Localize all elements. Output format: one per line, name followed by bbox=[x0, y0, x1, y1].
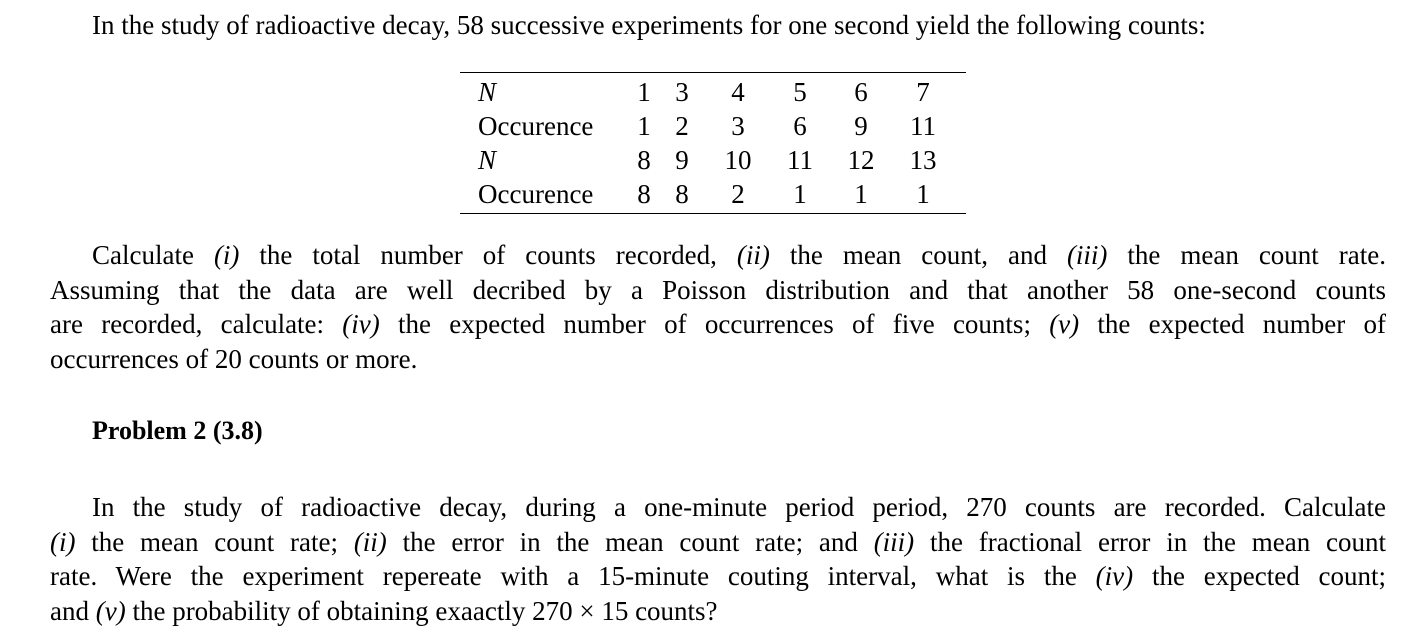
q2-line-2 bbox=[50, 525, 1386, 560]
table-cell: 9 bbox=[675, 145, 689, 175]
table-row bbox=[460, 177, 966, 214]
part-iv-label: (iv) bbox=[1095, 561, 1134, 591]
table-cell: 12 bbox=[847, 145, 875, 175]
table-cell: 13 bbox=[909, 145, 937, 175]
table-row bbox=[460, 143, 966, 177]
part-iv-label: (iv) bbox=[342, 309, 380, 339]
q1-text: the mean count rate. bbox=[1107, 240, 1386, 270]
table-cell: 8 bbox=[637, 145, 651, 175]
q2-text: the mean count rate; bbox=[75, 526, 354, 557]
q2-line-3 bbox=[50, 559, 1386, 594]
part-ii-label: (ii) bbox=[353, 526, 387, 557]
part-iii-label: (iii) bbox=[1066, 240, 1108, 270]
table-cell: 7 bbox=[916, 77, 930, 107]
q2-text: the expected count; bbox=[1133, 561, 1386, 591]
q1-line-2: Assuming that the data are well decribed by a Poisson distribution and that another 58 one-second counts bbox=[50, 274, 1386, 305]
q2-text: rate. Were the experiment repereate with a 15-minute couting interval, what is the bbox=[50, 561, 1096, 591]
problem-2-question bbox=[50, 490, 1386, 628]
q2-text: the probability of obtaining exaactly 270 × 15 counts? bbox=[125, 595, 718, 626]
intro-paragraph bbox=[92, 8, 1382, 43]
table-cell: 1 bbox=[916, 179, 930, 209]
problem-heading: Problem 2 (3.8) bbox=[92, 416, 263, 445]
q1-text: are recorded, calculate: bbox=[50, 309, 343, 339]
counts-table bbox=[460, 72, 966, 214]
row-label: N bbox=[478, 145, 497, 175]
row-label: N bbox=[478, 77, 497, 107]
table-row bbox=[460, 109, 966, 143]
table-cell: 11 bbox=[910, 111, 936, 141]
q2-line-1: In the study of radioactive decay, during a one-minute period period, 270 counts are recorded. Calculate bbox=[92, 492, 1386, 522]
part-v-label: (v) bbox=[95, 595, 126, 626]
q1-line-1 bbox=[50, 238, 1386, 273]
table-cell: 2 bbox=[675, 111, 689, 141]
q1-text: the expected number of occurrences of five counts; bbox=[379, 309, 1050, 339]
problem-1-question bbox=[50, 238, 1386, 376]
q2-text: and bbox=[50, 595, 96, 626]
part-i-label: (i) bbox=[213, 240, 240, 270]
table-cell: 3 bbox=[675, 77, 689, 107]
q1-text: Calculate bbox=[92, 240, 214, 270]
table-cell: 6 bbox=[793, 111, 807, 141]
table-cell: 8 bbox=[675, 179, 689, 209]
q1-text: the expected number of bbox=[1079, 309, 1387, 339]
table-cell: 2 bbox=[731, 179, 745, 209]
row-label: Occurence bbox=[478, 179, 594, 209]
table-cell: 5 bbox=[793, 77, 807, 107]
q1-line-4: occurrences of 20 counts or more. bbox=[50, 343, 418, 374]
table-cell: 1 bbox=[637, 77, 651, 107]
table-cell: 11 bbox=[787, 145, 813, 175]
q1-line-3 bbox=[50, 307, 1386, 342]
table-cell: 1 bbox=[793, 179, 807, 209]
part-v-label: (v) bbox=[1049, 309, 1080, 339]
part-ii-label: (ii) bbox=[736, 240, 770, 270]
table-cell: 1 bbox=[854, 179, 868, 209]
intro-text: In the study of radioactive decay, 58 successive experiments for one second yield the following counts: bbox=[92, 10, 1206, 40]
table-cell: 10 bbox=[724, 145, 752, 175]
table-cell: 1 bbox=[637, 111, 651, 141]
table-cell: 4 bbox=[731, 77, 745, 107]
table-cell: 6 bbox=[854, 77, 868, 107]
q1-text: the total number of counts recorded, bbox=[239, 240, 737, 270]
row-label: Occurence bbox=[478, 111, 594, 141]
table-cell: 8 bbox=[637, 179, 651, 209]
q2-text: the fractional error in the mean count bbox=[914, 526, 1386, 557]
q2-line-4 bbox=[50, 594, 1386, 629]
part-i-label: (i) bbox=[50, 526, 76, 557]
q1-text: the mean count, and bbox=[769, 240, 1067, 270]
table-cell: 3 bbox=[731, 111, 745, 141]
part-iii-label: (iii) bbox=[873, 526, 915, 557]
counts-table-body bbox=[460, 73, 966, 214]
table-row bbox=[460, 73, 966, 110]
q2-text: the error in the mean count rate; and bbox=[386, 526, 874, 557]
table-cell: 9 bbox=[854, 111, 868, 141]
